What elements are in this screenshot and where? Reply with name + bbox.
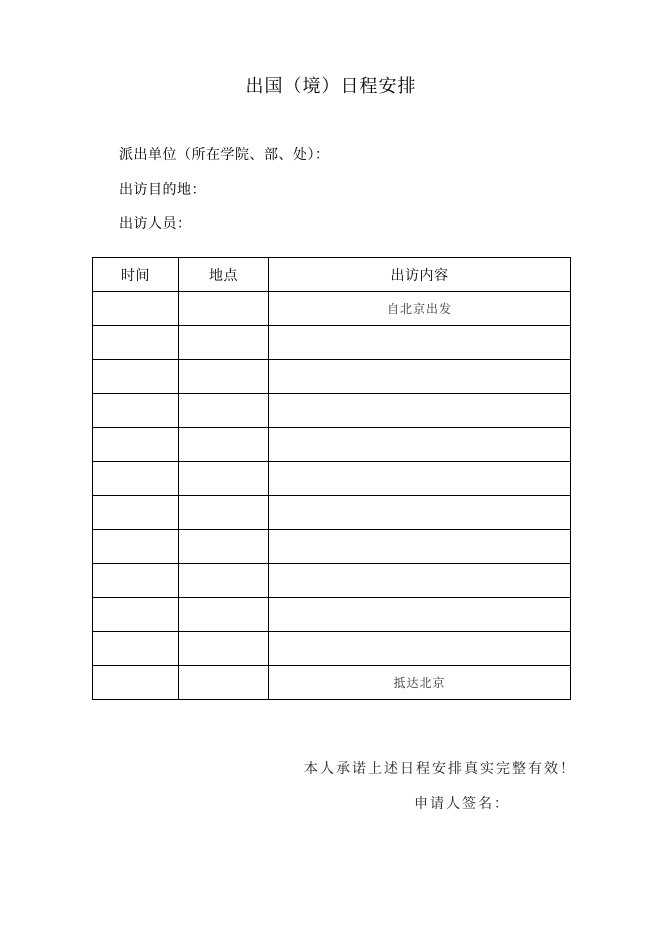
- table-row: [93, 360, 571, 394]
- cell-content: [269, 326, 571, 360]
- cell-place: [179, 326, 269, 360]
- schedule-body: [93, 292, 571, 700]
- table-row: [93, 394, 571, 428]
- visitors-label: 出访人员：: [119, 216, 192, 232]
- destination-label: 出访目的地：: [119, 182, 206, 198]
- page-title: 出国（境）日程安排: [245, 76, 417, 97]
- cell-time: [93, 326, 179, 360]
- cell-content: 自北京出发: [269, 292, 571, 326]
- cell-place: [179, 292, 269, 326]
- cell-place: [179, 530, 269, 564]
- cell-content: [269, 428, 571, 462]
- cell-place: [179, 394, 269, 428]
- table-row: [93, 530, 571, 564]
- cell-content: [269, 462, 571, 496]
- cell-content: [269, 360, 571, 394]
- cell-content: [269, 496, 571, 530]
- cell-time: [93, 394, 179, 428]
- table-row: [93, 598, 571, 632]
- cell-time: [93, 428, 179, 462]
- cell-time: [93, 360, 179, 394]
- cell-place: [179, 666, 269, 700]
- cell-time: [93, 666, 179, 700]
- cell-content: [269, 394, 571, 428]
- header-time: 时间: [93, 258, 179, 292]
- cell-place: [179, 632, 269, 666]
- table-row: [93, 462, 571, 496]
- cell-time: [93, 292, 179, 326]
- table-row: [93, 666, 571, 700]
- cell-place: [179, 564, 269, 598]
- table-row: [93, 326, 571, 360]
- dispatch-unit-label: 派出单位（所在学院、部、处）：: [119, 147, 330, 163]
- cell-time: [93, 632, 179, 666]
- cell-time: [93, 496, 179, 530]
- table-header-row: [93, 258, 571, 292]
- cell-time: [93, 598, 179, 632]
- cell-time: [93, 530, 179, 564]
- header-content: 出访内容: [269, 258, 571, 292]
- cell-place: [179, 360, 269, 394]
- pledge-statement: 本人承诺上述日程安排真实完整有效！: [304, 761, 576, 777]
- table-row: [93, 632, 571, 666]
- cell-place: [179, 462, 269, 496]
- schedule-table: [92, 257, 571, 700]
- cell-time: [93, 462, 179, 496]
- cell-content: [269, 632, 571, 666]
- cell-time: [93, 564, 179, 598]
- cell-place: [179, 496, 269, 530]
- table-row: [93, 496, 571, 530]
- cell-content: 抵达北京: [269, 666, 571, 700]
- cell-content: [269, 530, 571, 564]
- cell-place: [179, 428, 269, 462]
- table-row: [93, 564, 571, 598]
- cell-content: [269, 564, 571, 598]
- cell-place: [179, 598, 269, 632]
- applicant-signature-label: 申请人签名：: [414, 796, 510, 812]
- table-row: [93, 428, 571, 462]
- cell-content: [269, 598, 571, 632]
- header-place: 地点: [179, 258, 269, 292]
- table-row: [93, 292, 571, 326]
